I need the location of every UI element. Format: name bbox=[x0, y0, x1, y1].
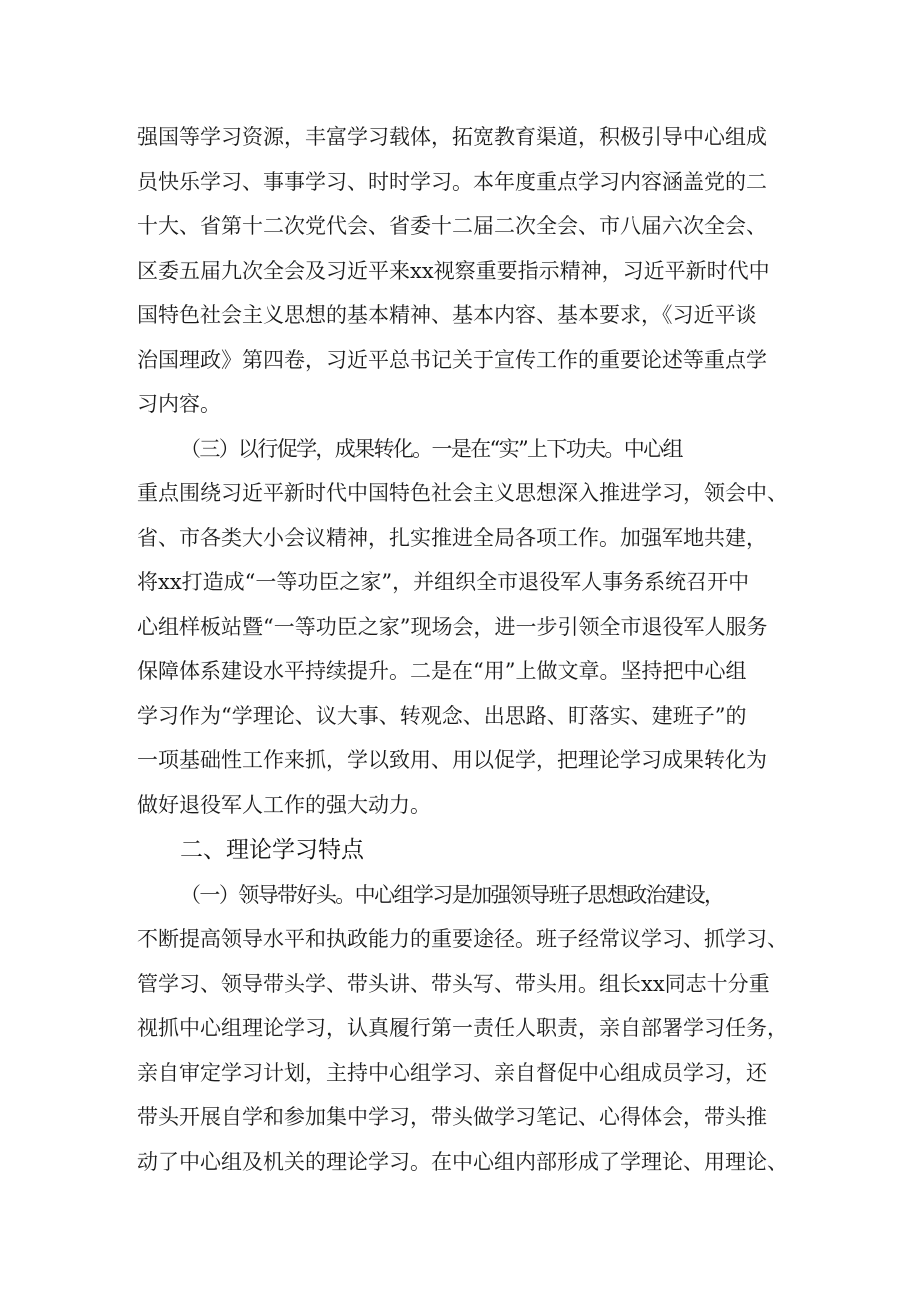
text-line: 带头开展自学和参加集中学习，带头做学习笔记、心得体会，带头推 bbox=[137, 1105, 767, 1129]
text-line: 保障体系建设水平持续提升。二是在“用”上做文章。坚持把中心组 bbox=[137, 659, 747, 683]
text-line: 做好退役军人工作的强大动力。 bbox=[137, 793, 431, 817]
text-line: 十大、省第十二次党代会、省委十二届二次全会、市八届六次全会、 bbox=[137, 214, 767, 238]
text-line: 省、市各类大小会议精神，扎实推进全局各项工作。加强军地共建， bbox=[137, 526, 767, 550]
text-line: 员快乐学习、事事学习、时时学习。本年度重点学习内容涵盖党的二 bbox=[137, 170, 767, 194]
text-line: 学习作为“学理论、议大事、转观念、出思路、盯落实、建班子”的 bbox=[137, 704, 747, 728]
section-heading: 二、理论学习特点 bbox=[180, 837, 364, 863]
text-line: 国特色社会主义思想的基本精神、基本内容、基本要求，《习近平谈 bbox=[137, 303, 757, 327]
text-line: 区委五届九次全会及习近平来xx视察重要指示精神，习近平新时代中 bbox=[137, 259, 770, 283]
text-line: 视抓中心组理论学习，认真履行第一责任人职责，亲自部署学习任务， bbox=[137, 1016, 788, 1040]
text-line: 一项基础性工作来抓，学以致用、用以促学，把理论学习成果转化为 bbox=[137, 748, 767, 772]
text-line: 将xx打造成“一等功臣之家”，并组织全市退役军人事务系统召开中 bbox=[137, 570, 750, 594]
text-line: 亲自审定学习计划，主持中心组学习、亲自督促中心组成员学习，还 bbox=[137, 1061, 767, 1085]
text-line: 习内容。 bbox=[137, 392, 221, 416]
text-line: 不断提高领导水平和执政能力的重要途径。班子经常议学习、抓学习、 bbox=[137, 927, 788, 951]
text-line: 动了中心组及机关的理论学习。在中心组内部形成了学理论、用理论、 bbox=[137, 1150, 788, 1174]
text-line: 重点围绕习近平新时代中国特色社会主义思想深入推进学习，领会中、 bbox=[137, 481, 788, 505]
text-line: 心组样板站暨“一等功臣之家”现场会，进一步引领全市退役军人服务 bbox=[137, 615, 768, 639]
text-line: 治国理政》第四卷，习近平总书记关于宣传工作的重要论述等重点学 bbox=[137, 348, 767, 372]
text-line: 管学习、领导带头学、带头讲、带头写、带头用。组长xx同志十分重 bbox=[137, 972, 770, 996]
text-line: （三）以行促学，成果转化。一是在“实”上下功夫。中心组 bbox=[180, 437, 682, 461]
text-line: 强国等学习资源，丰富学习载体，拓宽教育渠道，积极引导中心组成 bbox=[137, 125, 767, 149]
text-line: （一）领导带好头。中心组学习是加强领导班子思想政治建设， bbox=[180, 883, 724, 907]
